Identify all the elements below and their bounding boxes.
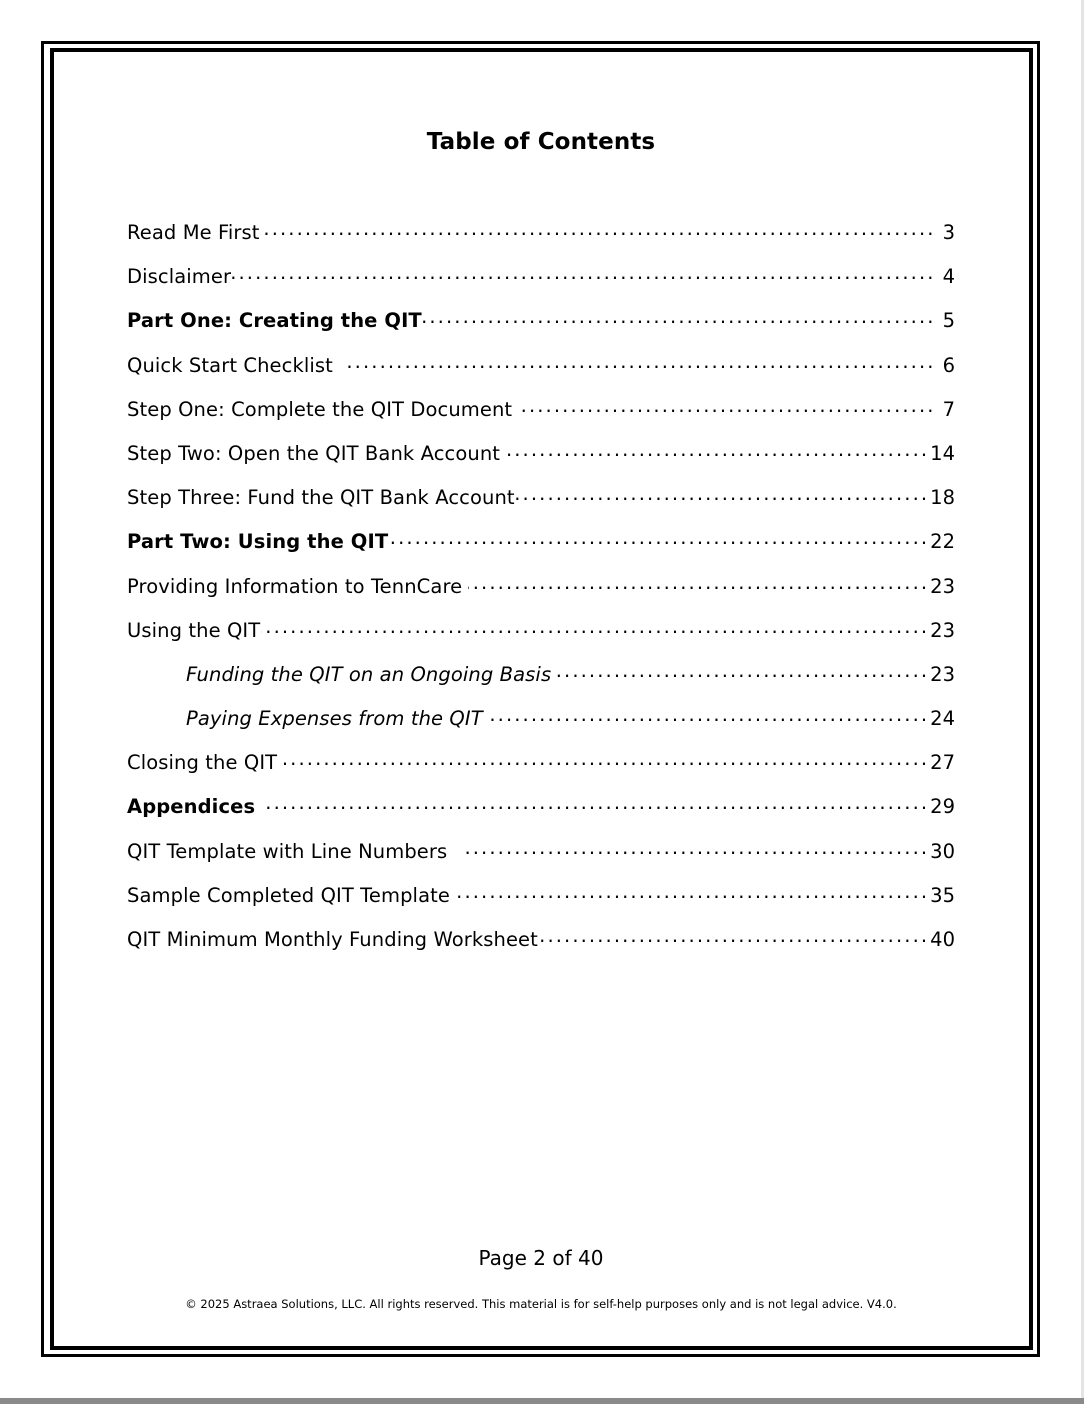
toc-entry-label: Step Two: Open the QIT Bank Account — [127, 441, 501, 465]
table-of-contents — [127, 218, 955, 969]
toc-entry-label: Paying Expenses from the QIT — [186, 707, 483, 731]
toc-entry-page: 3 — [942, 221, 955, 244]
dot-leader — [552, 661, 929, 681]
toc-entry-appendices[interactable] — [127, 792, 955, 836]
toc-entry-label: Step Three: Fund the QIT Bank Account — [127, 486, 515, 510]
toc-entry-page: 30 — [930, 839, 955, 863]
toc-entry-part-one[interactable] — [127, 306, 955, 350]
dot-leader — [423, 307, 936, 327]
toc-entry-closing-the-qit[interactable] — [127, 748, 955, 792]
toc-entry-page: 22 — [930, 530, 955, 554]
toc-entry-funding-ongoing[interactable] — [127, 660, 955, 704]
toc-entry-label: Disclaimer — [127, 265, 232, 289]
dot-leader — [261, 617, 929, 637]
toc-entry-label: Step One: Complete the QIT Document — [127, 397, 513, 421]
toc-entry-using-the-qit[interactable] — [127, 616, 955, 660]
dot-leader — [518, 396, 935, 416]
dot-leader — [454, 882, 929, 902]
dot-leader — [283, 749, 929, 769]
toc-entry-page: 7 — [942, 397, 955, 421]
toc-entry-label: Part Two: Using the QIT — [127, 530, 389, 554]
toc-entry-page: 35 — [930, 883, 955, 907]
toc-entry-page: 5 — [942, 309, 955, 333]
toc-entry-page: 6 — [942, 353, 955, 377]
dot-leader — [343, 352, 936, 372]
toc-entry-quick-start-checklist[interactable] — [127, 351, 955, 395]
dot-leader — [489, 705, 929, 725]
toc-entry-page: 4 — [942, 265, 955, 289]
toc-entry-page: 23 — [930, 618, 955, 642]
toc-entry-disclaimer[interactable] — [127, 262, 955, 306]
toc-entry-paying-expenses[interactable] — [127, 704, 955, 748]
toc-entry-step-one[interactable] — [127, 395, 955, 439]
toc-entry-providing-information[interactable] — [127, 572, 955, 616]
copyright-notice: © 2025 Astraea Solutions, LLC. All rights reserved. This material is for self-help purposes only and is not legal advice. V4.0. — [185, 1297, 897, 1311]
dot-leader — [468, 573, 929, 593]
toc-entry-label: Quick Start Checklist — [127, 353, 333, 377]
toc-entry-page: 14 — [930, 441, 955, 465]
toc-entry-label: Sample Completed QIT Template — [127, 883, 450, 907]
toc-entry-step-two[interactable] — [127, 439, 955, 483]
toc-entry-label: Providing Information to TennCare — [127, 574, 463, 598]
toc-entry-label: QIT Template with Line Numbers — [127, 839, 448, 863]
dot-leader — [261, 219, 936, 239]
toc-entry-qit-template-line-numbers[interactable] — [127, 837, 955, 881]
toc-entry-label: Part One: Creating the QIT — [127, 309, 422, 333]
toc-entry-page: 23 — [930, 574, 955, 598]
toc-entry-read-me-first[interactable] — [127, 218, 955, 262]
dot-leader — [516, 484, 929, 504]
toc-entry-funding-worksheet[interactable] — [127, 925, 955, 969]
toc-entry-page: 18 — [930, 486, 955, 510]
toc-entry-page: 27 — [930, 751, 955, 775]
dot-leader — [461, 838, 929, 858]
toc-entry-label: Appendices — [127, 795, 256, 819]
dot-leader — [232, 263, 935, 283]
toc-entry-page: 40 — [930, 928, 955, 951]
toc-entry-label: Read Me First — [127, 221, 260, 244]
dot-leader — [389, 528, 929, 548]
toc-entry-part-two[interactable] — [127, 527, 955, 571]
page-indicator: Page 2 of 40 — [478, 1246, 604, 1270]
dot-leader — [539, 926, 929, 946]
toc-entry-label: Funding the QIT on an Ongoing Basis — [186, 662, 552, 686]
viewer-bottom-edge — [0, 1398, 1084, 1404]
toc-entry-page: 29 — [930, 795, 955, 819]
toc-entry-label: Closing the QIT — [127, 751, 278, 775]
dot-leader — [506, 440, 929, 460]
toc-entry-page: 23 — [930, 662, 955, 686]
toc-entry-page: 24 — [930, 707, 955, 731]
dot-leader — [267, 793, 929, 813]
toc-entry-sample-completed-template[interactable] — [127, 881, 955, 925]
page-title: Table of Contents — [426, 129, 656, 155]
toc-entry-label: QIT Minimum Monthly Funding Worksheet — [127, 928, 538, 951]
toc-entry-label: Using the QIT — [127, 618, 261, 642]
toc-entry-step-three[interactable] — [127, 483, 955, 527]
